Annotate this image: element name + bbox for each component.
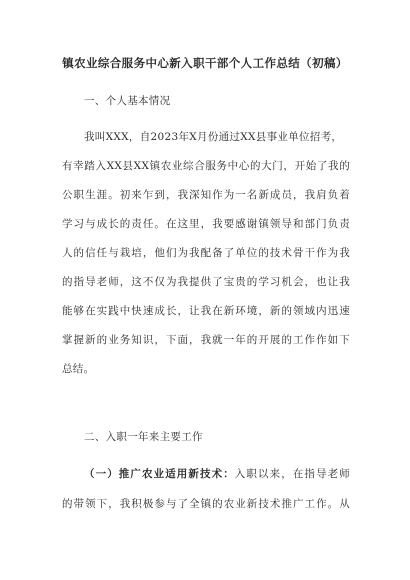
paragraph-line: 学习与成长的责任。在这里，我要感谢镇领导和部门负责 [62,218,350,230]
paragraph-line: 公职生涯。初来乍到，我深知作为一名新成员，我肩负着 [62,189,350,201]
paragraph-line: 总结。 [62,363,95,375]
paragraph-line: 的指导老师，这不仅为我提供了宝贵的学习机会，也让我 [62,276,350,288]
subsection-text: 入职以来，在指导老师 [234,468,350,480]
subsection-label: （一）推广农业适用新技术： [84,468,235,480]
paragraph-line: 人的信任与栽培，他们为我配备了单位的技术骨干作为我 [62,247,350,259]
document-title: 镇农业综合服务中心新入职干部个人工作总结（初稿） [62,56,348,70]
subsection-first-line [84,467,350,481]
paragraph-line: 我叫XXX，自2023年X月份通过XX县事业单位招考， [84,131,343,143]
section-heading-main-work: 二、入职一年来主要工作 [84,431,203,443]
paragraph-line: 的带领下，我积极参与了全镇的农业新技术推广工作。从 [62,498,350,510]
paragraph-line: 掌握新的业务知识，下面，我就一年的开展的工作作如下 [62,334,350,346]
paragraph-line: 能够在实践中快速成长，让我在新环境，新的领域内迅速 [62,305,350,317]
section-heading-personal-info: 一、个人基本情况 [84,95,171,107]
paragraph-line: 有幸踏入XX县XX镇农业综合服务中心的大门，开始了我的 [62,160,350,172]
